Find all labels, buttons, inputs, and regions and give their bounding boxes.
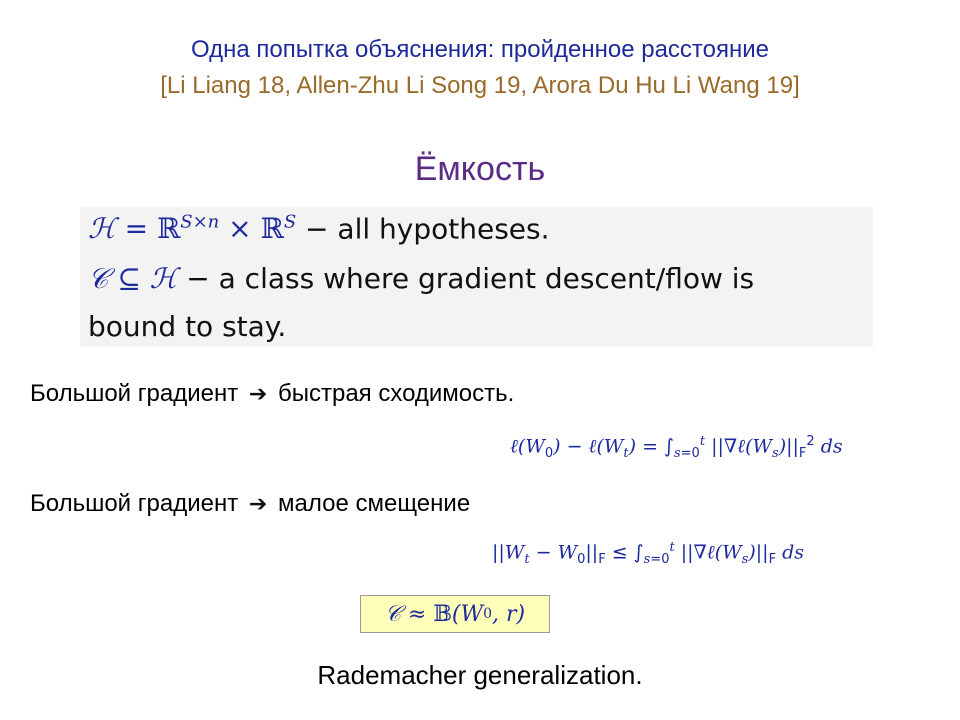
distance-bound-formula: $||W_t - W_0||_F \le \int_{s=0}^t$ $||\nabla\ell(W_s)||_F$ ds [492, 540, 804, 568]
slide-title: Одна попытка объяснения: пройденное расстояние [190, 36, 769, 63]
claim-fast-convergence [30, 380, 514, 408]
class-subset-formula: 𝒞 ⊆ ℋ [88, 262, 178, 295]
hypotheses-definition [88, 212, 550, 245]
section-heading: Ёмкость [414, 150, 546, 188]
claim-big-gradient-1: Большой градиент [30, 380, 239, 407]
loss-decrease-formula: $\ell(W_0)$ − $\ell(W_t) = \int_{s=0}^t$ $||\nabla\ell(W_s)||_F^2$ ds [510, 434, 843, 462]
class-approximation-box: 𝒞 ≈ 𝔹 (W 0 , r) [360, 595, 550, 633]
arrow-right-icon: ➔ [248, 491, 268, 516]
class-definition [88, 262, 754, 296]
claim-big-gradient-2: Большой градиент [30, 490, 239, 517]
arrow-right-icon: ➔ [248, 381, 268, 406]
conclusion-text: Rademacher generalization. [317, 660, 643, 690]
class-text-line-1: − a class where gradient descent/flow is [177, 262, 755, 295]
hypotheses-text: − all hypotheses. [296, 212, 550, 246]
hypothesis-space-formula: ℋ = ℝ$^{S\times n}$ × ℝ$^S$ [88, 212, 297, 246]
claim-small-shift-text: малое смещение [278, 490, 471, 517]
claim-small-shift [30, 490, 470, 518]
slide-references: [Li Liang 18, Allen-Zhu Li Song 19, Arora Du Hu Li Wang 19] [160, 72, 800, 99]
class-text-line-2: bound to stay. [88, 310, 287, 343]
claim-fast-convergence-text: быстрая сходимость. [278, 380, 515, 407]
